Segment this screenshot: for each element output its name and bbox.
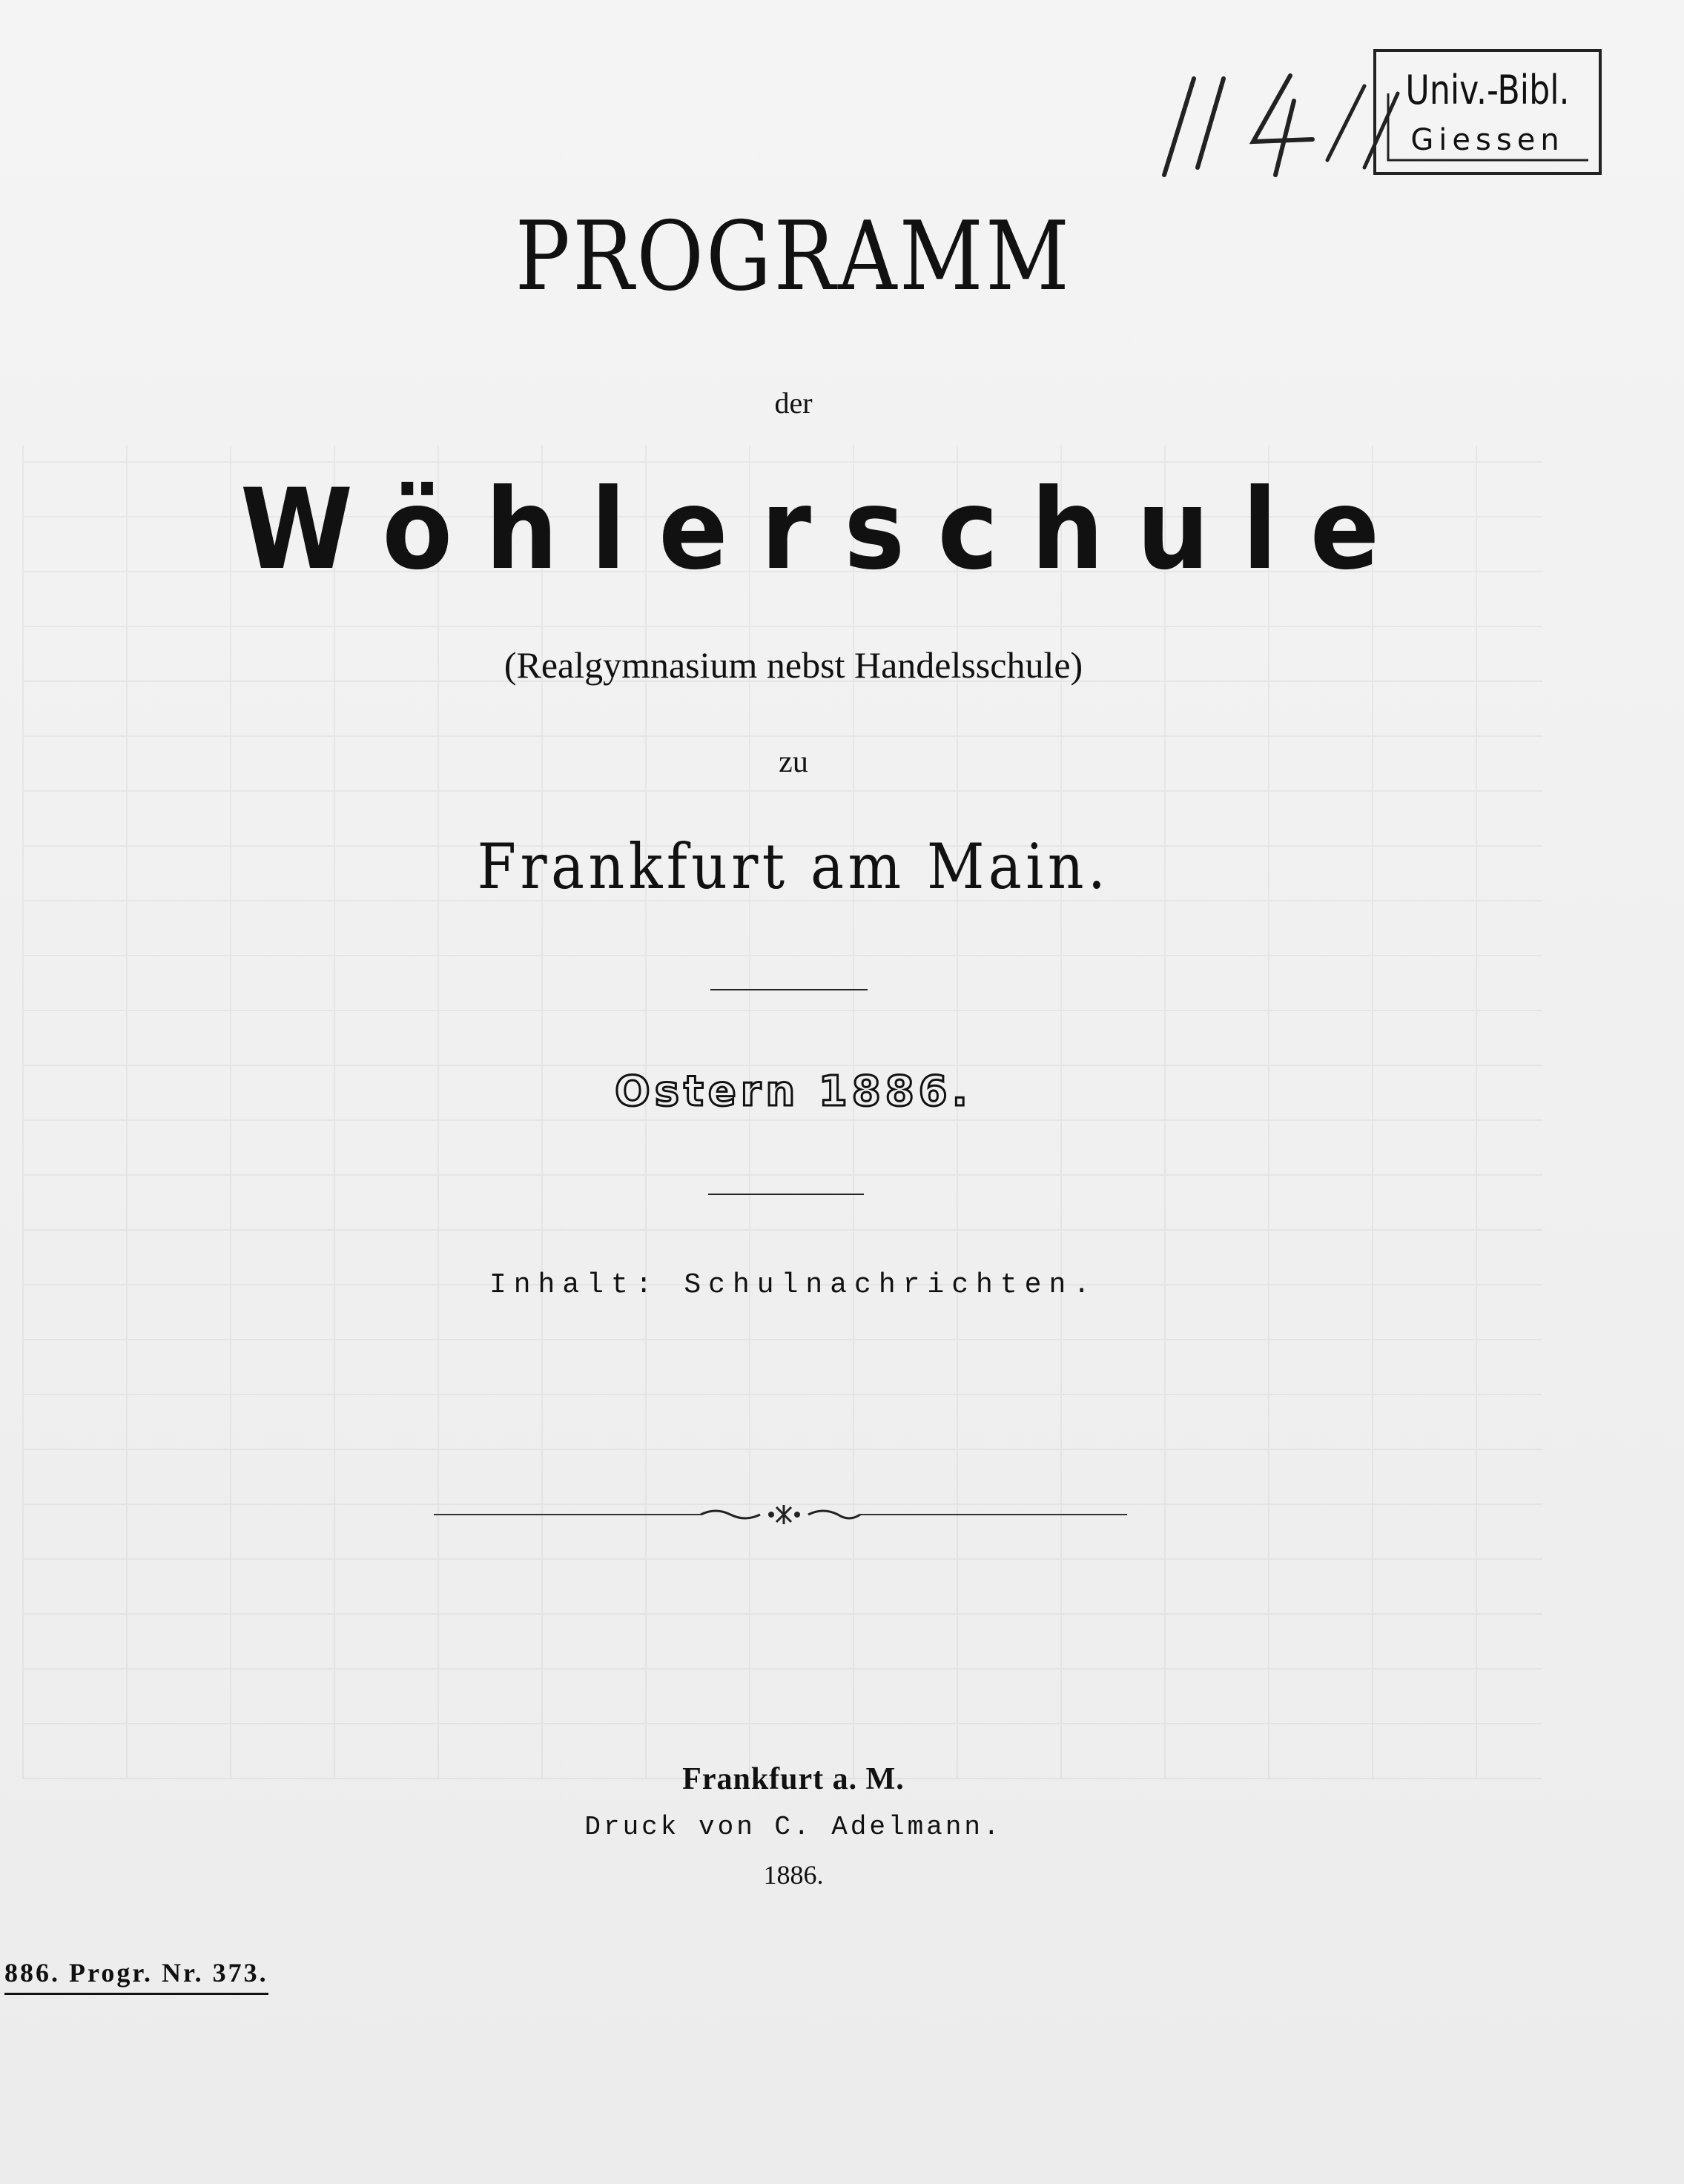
season-date: Ostern 1886. [615, 1068, 972, 1116]
connector-zu: zu [779, 745, 808, 779]
publication-year: 1886. [763, 1860, 824, 1890]
divider-rule-2 [708, 1194, 864, 1195]
library-stamp [1373, 49, 1602, 175]
school-subtitle: (Realgymnasium nebst Handelsschule) [503, 644, 1083, 686]
stamp-line-2: Giessen [1410, 123, 1565, 157]
connector-der: der [774, 386, 813, 420]
ornamental-divider-icon [434, 1503, 1127, 1526]
document-heading: PROGRAMM [515, 202, 1072, 312]
handwritten-shelfmark [1142, 71, 1409, 182]
printer-line: Druck von C. Adelmann. [584, 1812, 1003, 1842]
city-name: Frankfurt am Main. [477, 830, 1110, 903]
contents-line: Inhalt: Schulnachrichten. [489, 1269, 1098, 1301]
catalog-number: 886. Progr. Nr. 373. [4, 1957, 268, 1995]
stamp-line-1: Univ.-Bibl. [1405, 67, 1570, 113]
divider-rule-1 [710, 989, 868, 990]
publication-city: Frankfurt a. M. [682, 1762, 905, 1796]
school-name: Wöhlerschule [240, 466, 1413, 595]
